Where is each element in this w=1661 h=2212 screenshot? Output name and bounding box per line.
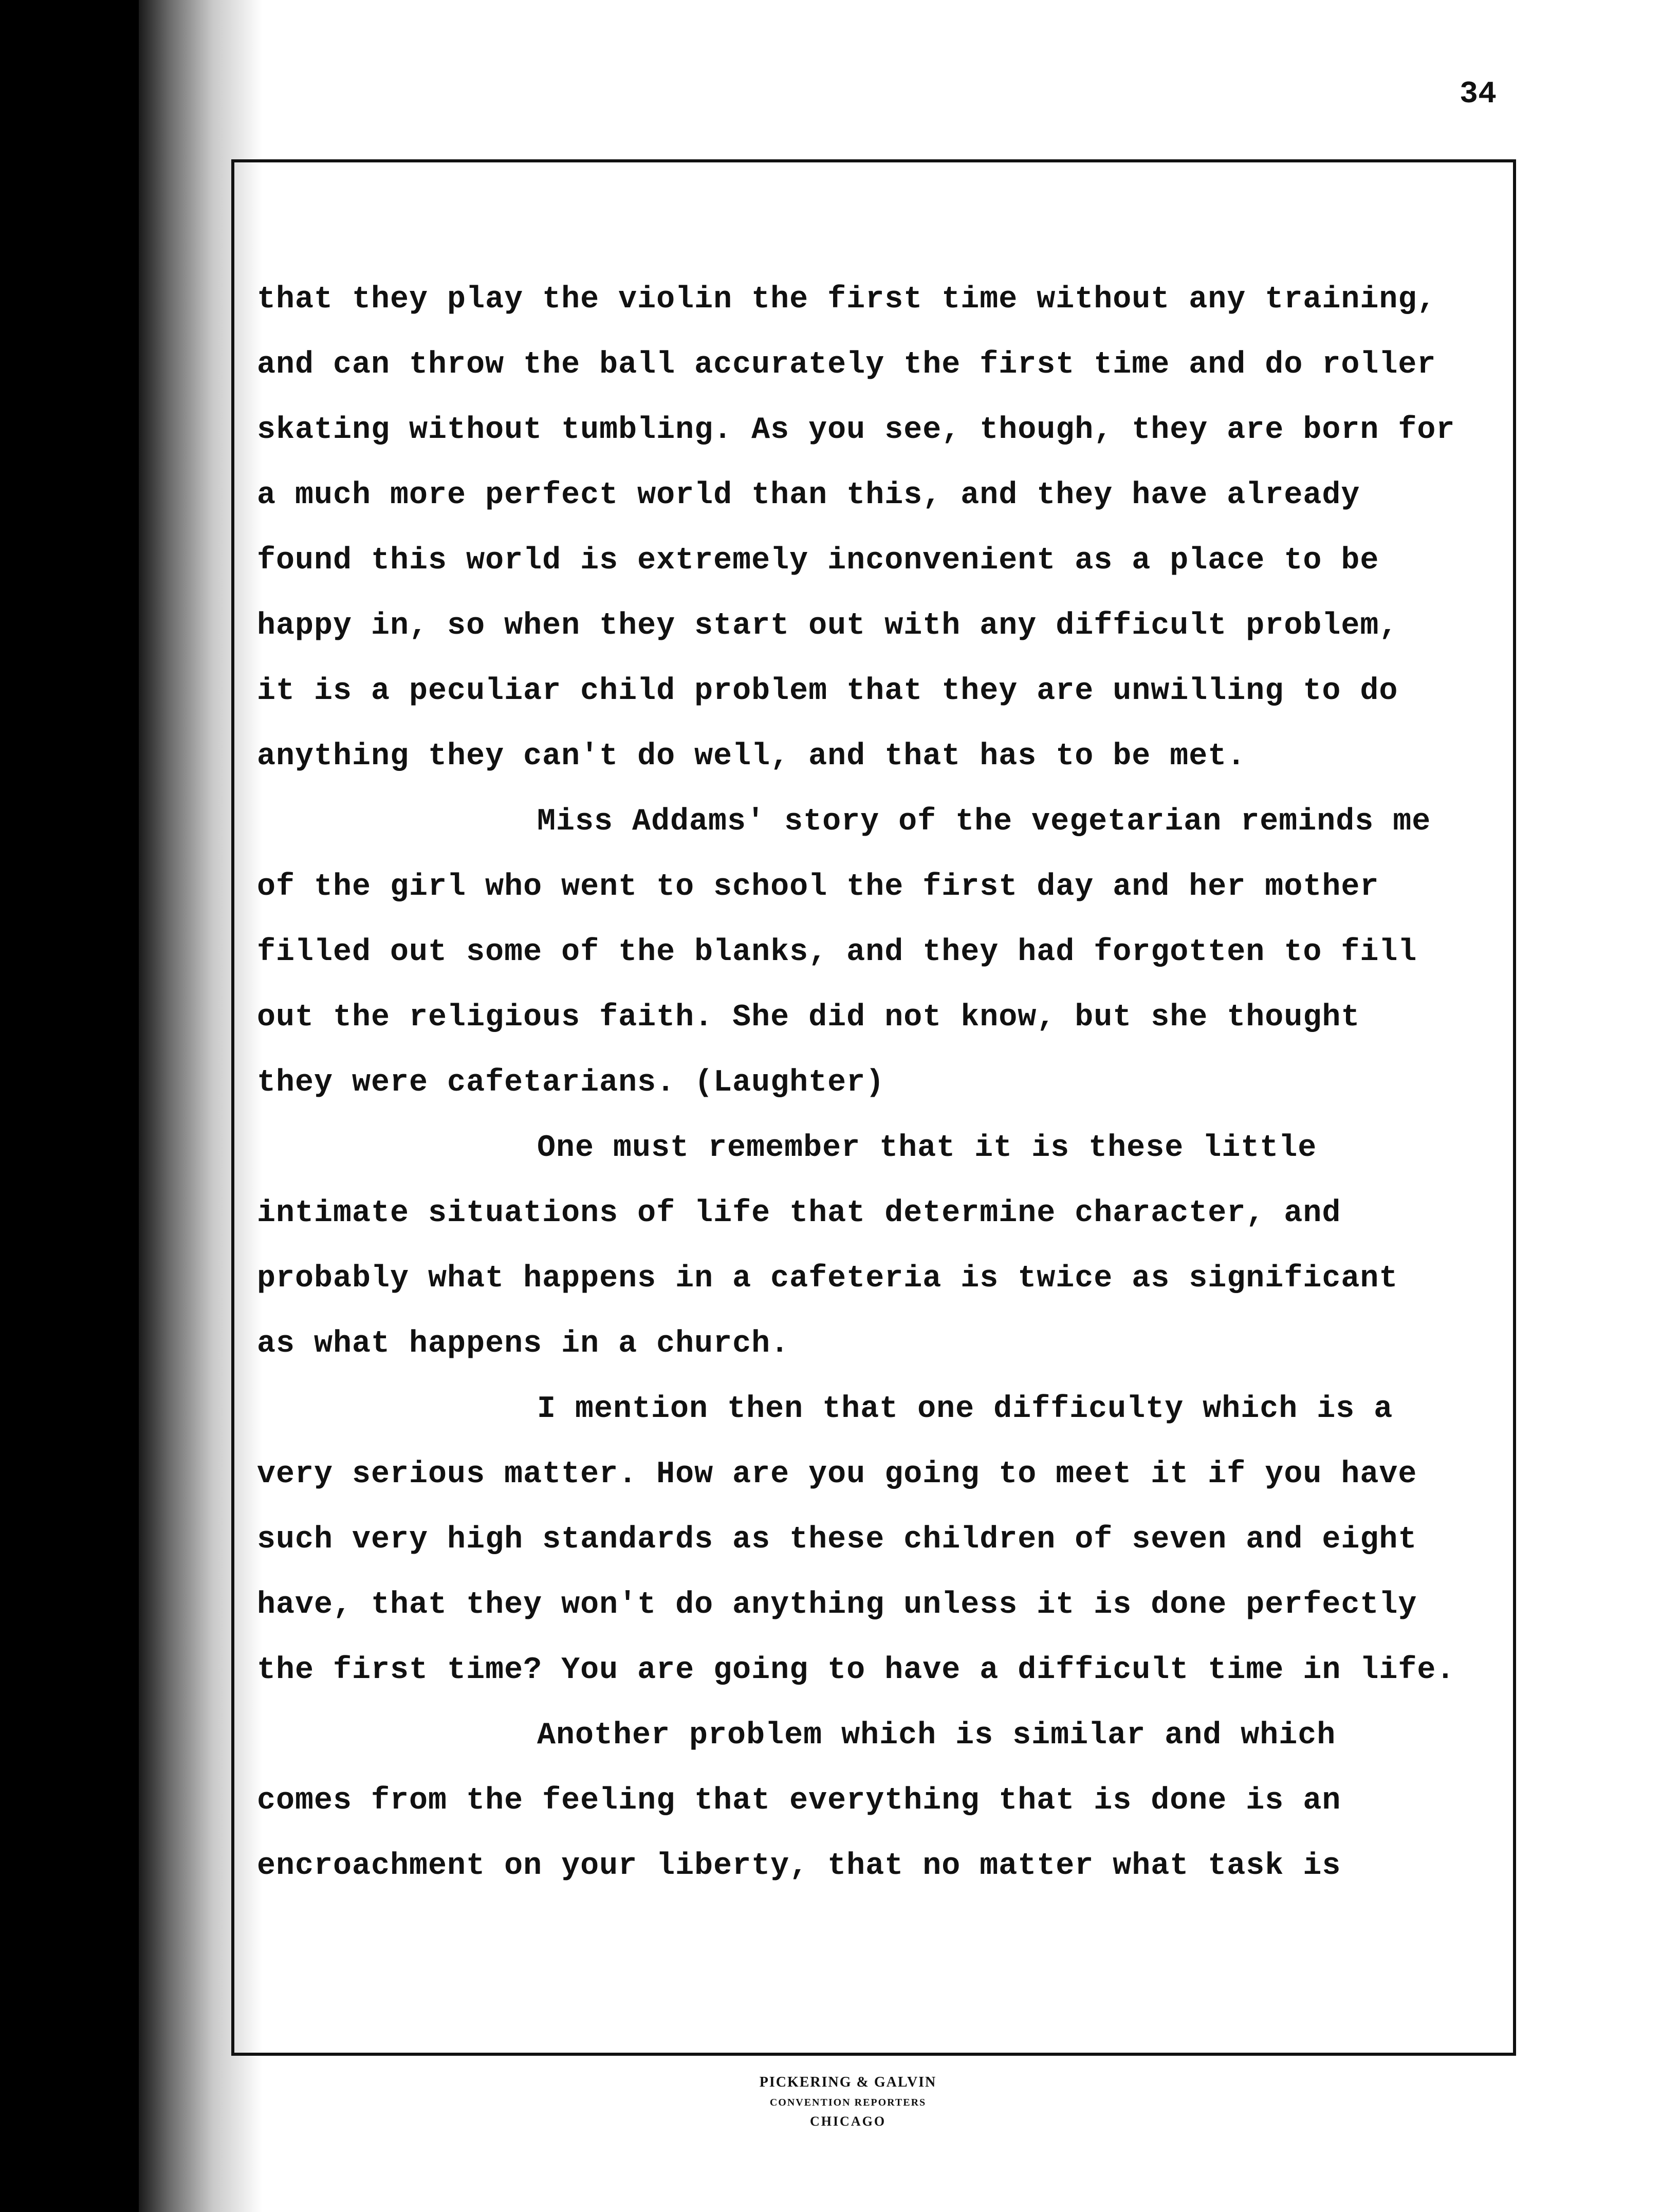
text-line: Another problem which is similar and which: [537, 1718, 1336, 1753]
footer-city: CHICAGO: [809, 2114, 887, 2129]
text-line: I mention then that one difficulty which is a: [537, 1392, 1393, 1427]
text-line: it is a peculiar child problem that they are unwilling to do: [257, 674, 1398, 709]
text-line: very serious matter. How are you going to meet it if you have: [257, 1457, 1417, 1492]
text-line: anything they can't do well, and that has to be met.: [257, 739, 1246, 774]
text-line: and can throw the ball accurately the first time and do roller: [257, 347, 1436, 382]
footer-role: CONVENTION REPORTERS: [769, 2097, 927, 2108]
text-line: have, that they won't do anything unless it is done perfectly: [257, 1588, 1417, 1623]
text-line: One must remember that it is these little: [537, 1131, 1317, 1166]
text-line: filled out some of the blanks, and they had forgotten to fill: [257, 935, 1417, 970]
page-number: 34: [1460, 77, 1497, 112]
text-line: skating without tumbling. As you see, though, they are born for: [257, 413, 1455, 448]
text-line: found this world is extremely inconvenient as a place to be: [257, 543, 1379, 578]
text-line: such very high standards as these children of seven and eight: [257, 1522, 1417, 1557]
text-line: of the girl who went to school the first day and her mother: [257, 870, 1379, 905]
text-line: as what happens in a church.: [257, 1326, 790, 1361]
transcript-body: [257, 267, 1501, 1899]
text-line: out the religious faith. She did not know, but she thought: [257, 1000, 1360, 1035]
text-line: the first time? You are going to have a difficult time in life.: [257, 1653, 1455, 1688]
scanner-shadow: [0, 0, 139, 2212]
reporter-footer: [617, 2071, 1079, 2132]
text-line: they were cafetarians. (Laughter): [257, 1065, 885, 1100]
text-line: probably what happens in a cafeteria is twice as significant: [257, 1261, 1398, 1296]
text-line: a much more perfect world than this, and they have already: [257, 478, 1360, 513]
text-line: encroachment on your liberty, that no matter what task is: [257, 1849, 1341, 1884]
footer-firm: PICKERING & GALVIN: [759, 2074, 937, 2090]
text-line: intimate situations of life that determine character, and: [257, 1196, 1341, 1231]
text-line: Miss Addams' story of the vegetarian reminds me: [537, 804, 1431, 839]
text-line: comes from the feeling that everything that is done is an: [257, 1783, 1341, 1818]
text-line: that they play the violin the first time without any training,: [257, 282, 1436, 317]
text-line: happy in, so when they start out with any difficult problem,: [257, 609, 1398, 643]
